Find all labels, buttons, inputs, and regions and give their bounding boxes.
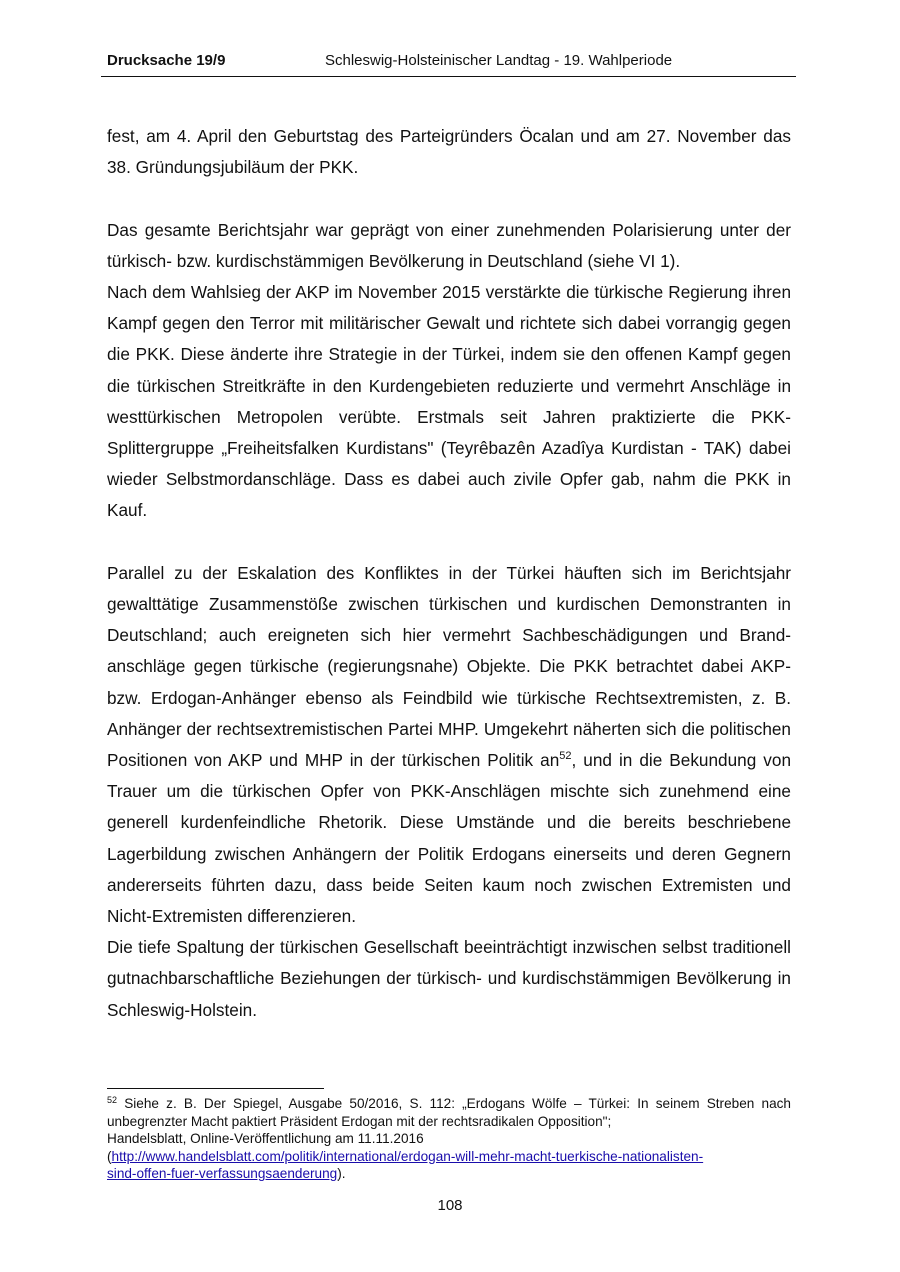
parliament-title: Schleswig-Holsteinischer Landtag - 19. Wahlperiode: [325, 52, 673, 69]
footnote-link-block: [107, 1148, 791, 1183]
paragraph-4-text-b: , und in die Bekundung von Trauer um die türkischen Opfer von PKK-Anschlägen mischte sich zunehmend eine generell kurdenfeindliche Rhetorik. Diese Umstände und die bereits beschriebene Lagerbildung zwischen Anhängern der Politik Erdogans einerseits und deren Gegnern andererseits führten dazu, dass beide Seiten kaum noch zwischen Extremisten und Nicht-Extremisten differenzieren.: [107, 750, 791, 927]
paragraph-5: Die tiefe Spaltung der türkischen Gesellschaft beeinträchtigt inzwischen selbst traditionell gutnachbarschaftliche Beziehungen der türkisch- und kurdischstämmigen Bevölkerung in Schleswig-Holstein.: [107, 937, 791, 1020]
footnote: [107, 1095, 791, 1183]
document-number: Drucksache 19/9: [107, 52, 226, 69]
paragraph-1: fest, am 4. April den Geburtstag des Parteigründers Öcalan und am 27. November das 38. Gründungsjubiläum der PKK.: [107, 126, 791, 178]
footnote-reference[interactable]: 52: [559, 750, 572, 763]
paragraph-3: Nach dem Wahlsieg der AKP im November 2015 verstärkte die türkische Regierung ihren Kampf gegen den Terror mit militärischer Gewalt und richtete sich dabei vorrangig gegen die PKK. Diese änderte ihre Strategie in der Türkei, indem sie den offenen Kampf gegen die türkischen Streitkräfte in den Kurdengebieten reduzierte und vermehrt Anschläge in westtürkischen Metropolen verübte. Erstmals seit Jahren praktizierte die PKK-Splittergruppe „Freiheitsfalken Kurdistans" (Teyrêbazên Azadîya Kurdistan - TAK) dabei wieder Selbstmordanschläge. Dass es dabei auch zivile Opfer gab, nahm die PKK in Kauf.: [107, 282, 791, 521]
link-close-paren: ).: [337, 1166, 346, 1182]
footnote-link[interactable]: [107, 1149, 703, 1182]
footnote-text-block: [107, 1095, 791, 1130]
footnote-separator: [107, 1088, 324, 1089]
footnote-text: Siehe z. B. Der Spiegel, Ausgabe 50/2016, S. 112: „Erdogans Wölfe – Türkei: In seinem Streben nach unbegrenzter Macht paktiert Präsident Erdogan mit der rechtsradikalen Opposition";: [107, 1096, 791, 1129]
paragraph-2: Das gesamte Berichtsjahr war geprägt von einer zunehmenden Polarisierung unter der türkisch- bzw. kurdischstämmigen Bevölkerung in Deutschland (siehe VI 1).: [107, 219, 791, 271]
footnote-number: 52: [107, 1095, 118, 1105]
body-text: [107, 121, 791, 1026]
link-open-paren: (: [107, 1148, 112, 1164]
page-number: 108: [437, 1197, 463, 1214]
footnote-link-line-1[interactable]: http://www.handelsblatt.com/politik/international/erdogan-will-mehr-macht-tuerkische-nationalisten-: [111, 1148, 704, 1164]
paragraph-4: [107, 558, 791, 932]
footnote-source: Handelsblatt, Online-Veröffentlichung am 11.11.2016: [107, 1131, 424, 1147]
paragraph-4-text-a: Parallel zu der Eskalation des Konfliktes in der Türkei häuften sich im Berichtsjahr gewalttätige Zusammenstöße zwischen türkischen und kurdischen Demonstranten in Deutschland; auch ereigneten sich hier vermehrt Sachbeschädigungen und Brandanschläge gegen türkische (regierungsnahe) Objekte. Die PKK betrachtet dabei AKP- bzw. Erdogan-Anhänger ebenso als Feindbild wie türkische Rechtsextremisten, z. B. Anhänger der rechtsextremistischen Partei MHP. Umgekehrt näherten sich die politischen Positionen von AKP und MHP in der türkischen Politik an: [107, 562, 791, 771]
footnote-link-line-2[interactable]: sind-offen-fuer-verfassungsaenderung: [107, 1166, 338, 1182]
page-header: [101, 52, 796, 77]
